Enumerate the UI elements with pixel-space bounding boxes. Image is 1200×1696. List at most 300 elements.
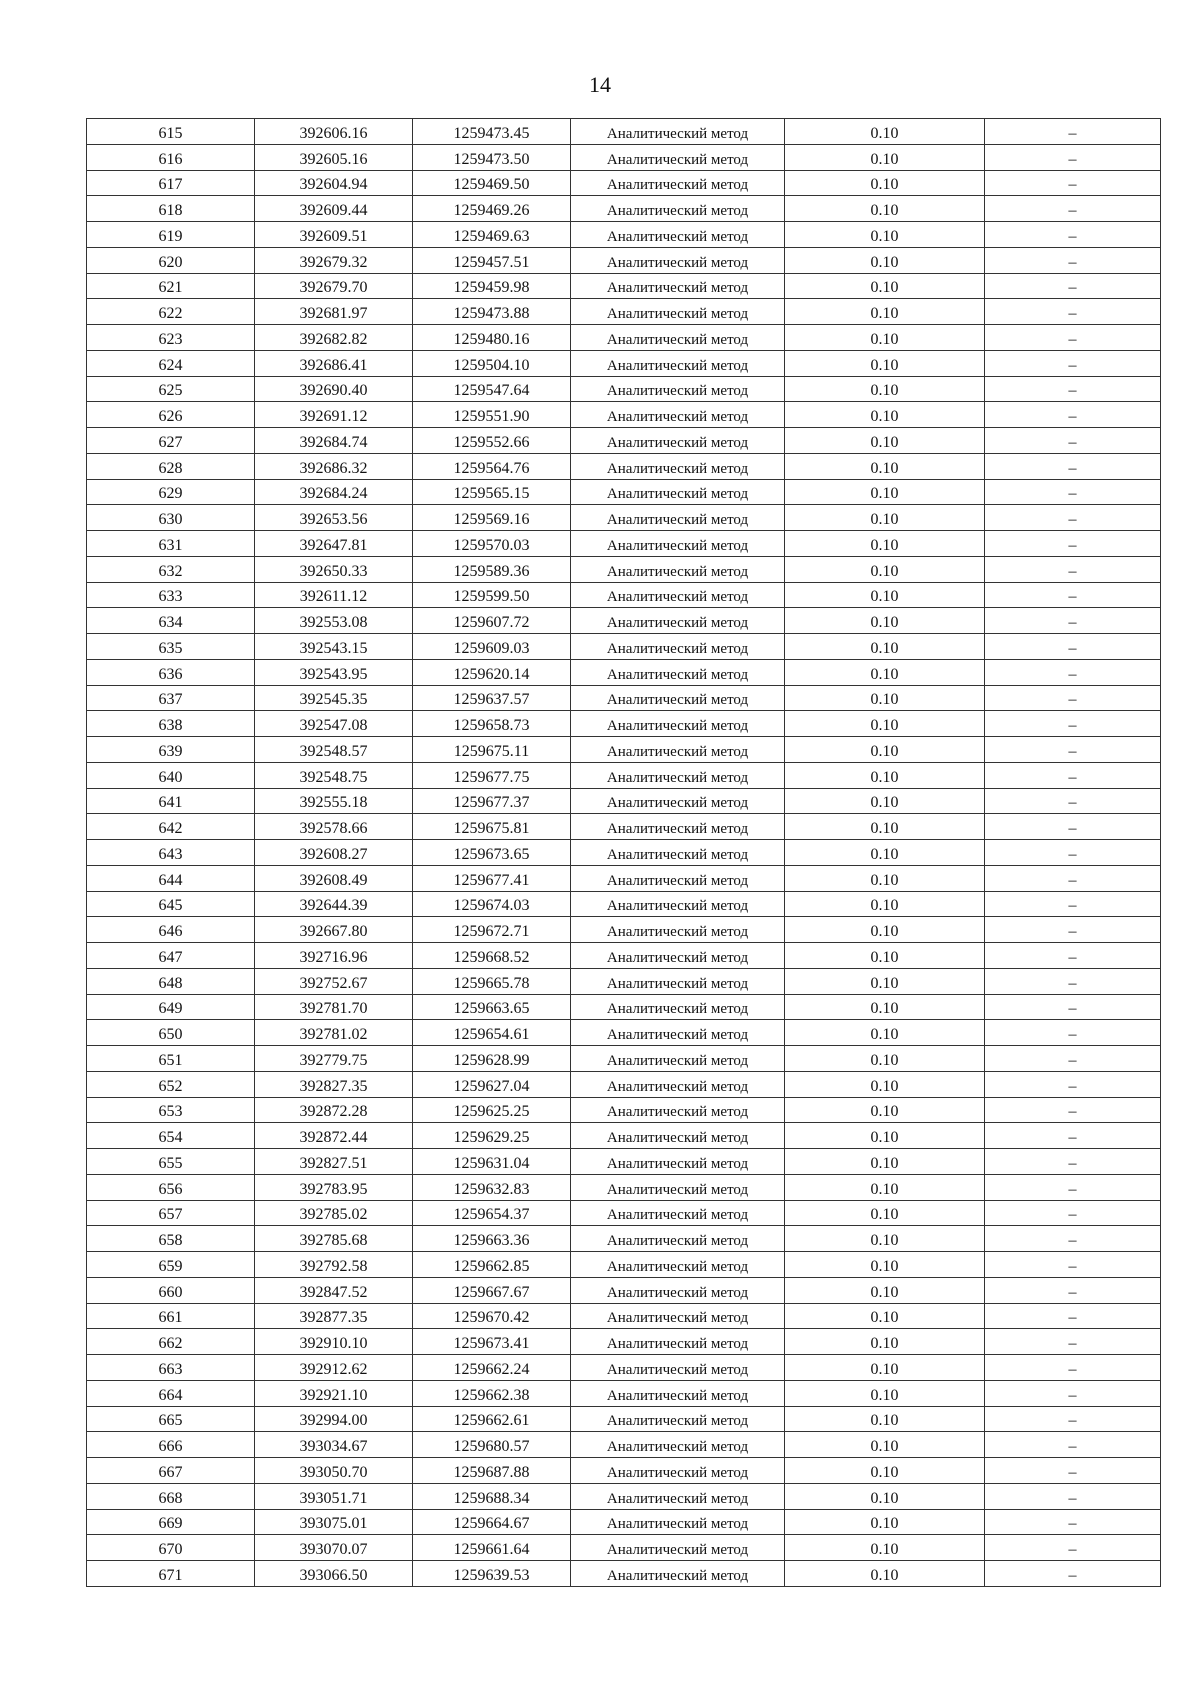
x-coordinate-cell: 392781.70 — [255, 994, 413, 1020]
table-row — [87, 119, 1161, 145]
method-cell: Аналитический метод — [571, 1432, 785, 1458]
x-coordinate-cell: 392543.15 — [255, 634, 413, 660]
table-row — [87, 453, 1161, 479]
accuracy-cell: 0.10 — [785, 247, 985, 273]
x-coordinate-cell: 392608.49 — [255, 865, 413, 891]
method-cell: Аналитический метод — [571, 1458, 785, 1484]
point-number-cell: 628 — [87, 453, 255, 479]
accuracy-cell: 0.10 — [785, 1174, 985, 1200]
method-cell: Аналитический метод — [571, 1329, 785, 1355]
method-cell: Аналитический метод — [571, 1483, 785, 1509]
note-cell: – — [985, 350, 1161, 376]
table-row — [87, 1071, 1161, 1097]
y-coordinate-cell: 1259639.53 — [413, 1561, 571, 1587]
method-cell: Аналитический метод — [571, 222, 785, 248]
point-number-cell: 658 — [87, 1226, 255, 1252]
x-coordinate-cell: 393066.50 — [255, 1561, 413, 1587]
note-cell: – — [985, 1406, 1161, 1432]
table-row — [87, 1149, 1161, 1175]
table-row — [87, 1303, 1161, 1329]
point-number-cell: 625 — [87, 376, 255, 402]
x-coordinate-cell: 392994.00 — [255, 1406, 413, 1432]
note-cell: – — [985, 1458, 1161, 1484]
x-coordinate-cell: 392644.39 — [255, 891, 413, 917]
note-cell: – — [985, 531, 1161, 557]
note-cell: – — [985, 865, 1161, 891]
accuracy-cell: 0.10 — [785, 1303, 985, 1329]
x-coordinate-cell: 392606.16 — [255, 119, 413, 145]
point-number-cell: 630 — [87, 505, 255, 531]
table-row — [87, 1226, 1161, 1252]
method-cell: Аналитический метод — [571, 196, 785, 222]
y-coordinate-cell: 1259629.25 — [413, 1123, 571, 1149]
method-cell: Аналитический метод — [571, 1046, 785, 1072]
point-number-cell: 643 — [87, 840, 255, 866]
table-row — [87, 814, 1161, 840]
point-number-cell: 664 — [87, 1380, 255, 1406]
table-row — [87, 994, 1161, 1020]
point-number-cell: 621 — [87, 273, 255, 299]
x-coordinate-cell: 392679.70 — [255, 273, 413, 299]
accuracy-cell: 0.10 — [785, 428, 985, 454]
x-coordinate-cell: 392547.08 — [255, 711, 413, 737]
y-coordinate-cell: 1259668.52 — [413, 943, 571, 969]
table-row — [87, 968, 1161, 994]
y-coordinate-cell: 1259620.14 — [413, 659, 571, 685]
point-number-cell: 620 — [87, 247, 255, 273]
x-coordinate-cell: 392783.95 — [255, 1174, 413, 1200]
table-row — [87, 762, 1161, 788]
method-cell: Аналитический метод — [571, 1561, 785, 1587]
note-cell: – — [985, 1097, 1161, 1123]
note-cell: – — [985, 556, 1161, 582]
point-number-cell: 647 — [87, 943, 255, 969]
y-coordinate-cell: 1259677.75 — [413, 762, 571, 788]
x-coordinate-cell: 392785.68 — [255, 1226, 413, 1252]
accuracy-cell: 0.10 — [785, 737, 985, 763]
y-coordinate-cell: 1259687.88 — [413, 1458, 571, 1484]
point-number-cell: 639 — [87, 737, 255, 763]
note-cell: – — [985, 711, 1161, 737]
x-coordinate-cell: 392609.51 — [255, 222, 413, 248]
method-cell: Аналитический метод — [571, 1200, 785, 1226]
y-coordinate-cell: 1259473.50 — [413, 144, 571, 170]
accuracy-cell: 0.10 — [785, 1226, 985, 1252]
y-coordinate-cell: 1259663.36 — [413, 1226, 571, 1252]
note-cell: – — [985, 1432, 1161, 1458]
x-coordinate-cell: 392647.81 — [255, 531, 413, 557]
accuracy-cell: 0.10 — [785, 376, 985, 402]
y-coordinate-cell: 1259469.26 — [413, 196, 571, 222]
table-row — [87, 505, 1161, 531]
y-coordinate-cell: 1259677.41 — [413, 865, 571, 891]
point-number-cell: 660 — [87, 1277, 255, 1303]
y-coordinate-cell: 1259480.16 — [413, 325, 571, 351]
x-coordinate-cell: 392608.27 — [255, 840, 413, 866]
y-coordinate-cell: 1259665.78 — [413, 968, 571, 994]
y-coordinate-cell: 1259627.04 — [413, 1071, 571, 1097]
table-row — [87, 1277, 1161, 1303]
y-coordinate-cell: 1259675.11 — [413, 737, 571, 763]
method-cell: Аналитический метод — [571, 865, 785, 891]
y-coordinate-cell: 1259457.51 — [413, 247, 571, 273]
method-cell: Аналитический метод — [571, 1149, 785, 1175]
note-cell: – — [985, 840, 1161, 866]
y-coordinate-cell: 1259667.67 — [413, 1277, 571, 1303]
y-coordinate-cell: 1259654.37 — [413, 1200, 571, 1226]
point-number-cell: 634 — [87, 608, 255, 634]
table-row — [87, 1020, 1161, 1046]
table-row — [87, 1535, 1161, 1561]
method-cell: Аналитический метод — [571, 659, 785, 685]
y-coordinate-cell: 1259599.50 — [413, 582, 571, 608]
accuracy-cell: 0.10 — [785, 1458, 985, 1484]
x-coordinate-cell: 392716.96 — [255, 943, 413, 969]
note-cell: – — [985, 634, 1161, 660]
table-row — [87, 144, 1161, 170]
table-row — [87, 325, 1161, 351]
note-cell: – — [985, 1174, 1161, 1200]
point-number-cell: 627 — [87, 428, 255, 454]
note-cell: – — [985, 1509, 1161, 1535]
accuracy-cell: 0.10 — [785, 608, 985, 634]
y-coordinate-cell: 1259469.50 — [413, 170, 571, 196]
note-cell: – — [985, 788, 1161, 814]
table-row — [87, 788, 1161, 814]
point-number-cell: 619 — [87, 222, 255, 248]
method-cell: Аналитический метод — [571, 840, 785, 866]
point-number-cell: 623 — [87, 325, 255, 351]
accuracy-cell: 0.10 — [785, 1509, 985, 1535]
method-cell: Аналитический метод — [571, 917, 785, 943]
method-cell: Аналитический метод — [571, 762, 785, 788]
table-row — [87, 350, 1161, 376]
point-number-cell: 666 — [87, 1432, 255, 1458]
x-coordinate-cell: 392686.41 — [255, 350, 413, 376]
y-coordinate-cell: 1259662.61 — [413, 1406, 571, 1432]
coordinates-table-body — [87, 119, 1161, 1587]
x-coordinate-cell: 392548.75 — [255, 762, 413, 788]
point-number-cell: 651 — [87, 1046, 255, 1072]
point-number-cell: 665 — [87, 1406, 255, 1432]
method-cell: Аналитический метод — [571, 428, 785, 454]
note-cell: – — [985, 891, 1161, 917]
x-coordinate-cell: 392553.08 — [255, 608, 413, 634]
note-cell: – — [985, 325, 1161, 351]
method-cell: Аналитический метод — [571, 556, 785, 582]
method-cell: Аналитический метод — [571, 1509, 785, 1535]
x-coordinate-cell: 392679.32 — [255, 247, 413, 273]
x-coordinate-cell: 392605.16 — [255, 144, 413, 170]
point-number-cell: 670 — [87, 1535, 255, 1561]
note-cell: – — [985, 1149, 1161, 1175]
x-coordinate-cell: 392681.97 — [255, 299, 413, 325]
x-coordinate-cell: 392690.40 — [255, 376, 413, 402]
note-cell: – — [985, 428, 1161, 454]
y-coordinate-cell: 1259672.71 — [413, 917, 571, 943]
y-coordinate-cell: 1259680.57 — [413, 1432, 571, 1458]
accuracy-cell: 0.10 — [785, 196, 985, 222]
point-number-cell: 629 — [87, 479, 255, 505]
point-number-cell: 653 — [87, 1097, 255, 1123]
note-cell: – — [985, 1303, 1161, 1329]
y-coordinate-cell: 1259658.73 — [413, 711, 571, 737]
accuracy-cell: 0.10 — [785, 144, 985, 170]
x-coordinate-cell: 392781.02 — [255, 1020, 413, 1046]
y-coordinate-cell: 1259673.65 — [413, 840, 571, 866]
point-number-cell: 616 — [87, 144, 255, 170]
y-coordinate-cell: 1259547.64 — [413, 376, 571, 402]
table-row — [87, 1509, 1161, 1535]
point-number-cell: 648 — [87, 968, 255, 994]
accuracy-cell: 0.10 — [785, 350, 985, 376]
y-coordinate-cell: 1259662.38 — [413, 1380, 571, 1406]
method-cell: Аналитический метод — [571, 737, 785, 763]
y-coordinate-cell: 1259688.34 — [413, 1483, 571, 1509]
y-coordinate-cell: 1259628.99 — [413, 1046, 571, 1072]
accuracy-cell: 0.10 — [785, 1123, 985, 1149]
accuracy-cell: 0.10 — [785, 222, 985, 248]
accuracy-cell: 0.10 — [785, 556, 985, 582]
note-cell: – — [985, 222, 1161, 248]
point-number-cell: 657 — [87, 1200, 255, 1226]
x-coordinate-cell: 392548.57 — [255, 737, 413, 763]
method-cell: Аналитический метод — [571, 1252, 785, 1278]
note-cell: – — [985, 1535, 1161, 1561]
point-number-cell: 649 — [87, 994, 255, 1020]
x-coordinate-cell: 392682.82 — [255, 325, 413, 351]
note-cell: – — [985, 1071, 1161, 1097]
note-cell: – — [985, 1252, 1161, 1278]
table-row — [87, 608, 1161, 634]
x-coordinate-cell: 392555.18 — [255, 788, 413, 814]
table-row — [87, 685, 1161, 711]
x-coordinate-cell: 393070.07 — [255, 1535, 413, 1561]
table-row — [87, 1200, 1161, 1226]
note-cell: – — [985, 762, 1161, 788]
note-cell: – — [985, 273, 1161, 299]
note-cell: – — [985, 170, 1161, 196]
table-row — [87, 1458, 1161, 1484]
y-coordinate-cell: 1259564.76 — [413, 453, 571, 479]
y-coordinate-cell: 1259569.16 — [413, 505, 571, 531]
method-cell: Аналитический метод — [571, 685, 785, 711]
table-row — [87, 299, 1161, 325]
accuracy-cell: 0.10 — [785, 943, 985, 969]
accuracy-cell: 0.10 — [785, 1535, 985, 1561]
point-number-cell: 624 — [87, 350, 255, 376]
note-cell: – — [985, 994, 1161, 1020]
table-row — [87, 376, 1161, 402]
x-coordinate-cell: 393075.01 — [255, 1509, 413, 1535]
accuracy-cell: 0.10 — [785, 1406, 985, 1432]
method-cell: Аналитический метод — [571, 1020, 785, 1046]
y-coordinate-cell: 1259607.72 — [413, 608, 571, 634]
note-cell: – — [985, 376, 1161, 402]
accuracy-cell: 0.10 — [785, 1200, 985, 1226]
accuracy-cell: 0.10 — [785, 788, 985, 814]
note-cell: – — [985, 685, 1161, 711]
point-number-cell: 656 — [87, 1174, 255, 1200]
y-coordinate-cell: 1259677.37 — [413, 788, 571, 814]
method-cell: Аналитический метод — [571, 943, 785, 969]
note-cell: – — [985, 943, 1161, 969]
y-coordinate-cell: 1259552.66 — [413, 428, 571, 454]
method-cell: Аналитический метод — [571, 582, 785, 608]
x-coordinate-cell: 392684.24 — [255, 479, 413, 505]
table-row — [87, 943, 1161, 969]
accuracy-cell: 0.10 — [785, 1329, 985, 1355]
page-number: 14 — [589, 72, 611, 97]
table-row — [87, 428, 1161, 454]
table-row — [87, 1252, 1161, 1278]
point-number-cell: 650 — [87, 1020, 255, 1046]
table-row — [87, 196, 1161, 222]
point-number-cell: 635 — [87, 634, 255, 660]
x-coordinate-cell: 392827.35 — [255, 1071, 413, 1097]
accuracy-cell: 0.10 — [785, 917, 985, 943]
point-number-cell: 615 — [87, 119, 255, 145]
accuracy-cell: 0.10 — [785, 994, 985, 1020]
accuracy-cell: 0.10 — [785, 1252, 985, 1278]
method-cell: Аналитический метод — [571, 1406, 785, 1432]
y-coordinate-cell: 1259570.03 — [413, 531, 571, 557]
y-coordinate-cell: 1259664.67 — [413, 1509, 571, 1535]
accuracy-cell: 0.10 — [785, 1561, 985, 1587]
accuracy-cell: 0.10 — [785, 505, 985, 531]
accuracy-cell: 0.10 — [785, 1355, 985, 1381]
table-row — [87, 402, 1161, 428]
x-coordinate-cell: 393050.70 — [255, 1458, 413, 1484]
accuracy-cell: 0.10 — [785, 531, 985, 557]
method-cell: Аналитический метод — [571, 247, 785, 273]
table-row — [87, 582, 1161, 608]
point-number-cell: 652 — [87, 1071, 255, 1097]
point-number-cell: 663 — [87, 1355, 255, 1381]
table-row — [87, 222, 1161, 248]
method-cell: Аналитический метод — [571, 711, 785, 737]
point-number-cell: 644 — [87, 865, 255, 891]
y-coordinate-cell: 1259609.03 — [413, 634, 571, 660]
y-coordinate-cell: 1259632.83 — [413, 1174, 571, 1200]
point-number-cell: 618 — [87, 196, 255, 222]
method-cell: Аналитический метод — [571, 1226, 785, 1252]
method-cell: Аналитический метод — [571, 1123, 785, 1149]
method-cell: Аналитический метод — [571, 402, 785, 428]
x-coordinate-cell: 392792.58 — [255, 1252, 413, 1278]
table-row — [87, 891, 1161, 917]
x-coordinate-cell: 392684.74 — [255, 428, 413, 454]
method-cell: Аналитический метод — [571, 299, 785, 325]
point-number-cell: 640 — [87, 762, 255, 788]
x-coordinate-cell: 392545.35 — [255, 685, 413, 711]
y-coordinate-cell: 1259675.81 — [413, 814, 571, 840]
y-coordinate-cell: 1259674.03 — [413, 891, 571, 917]
accuracy-cell: 0.10 — [785, 762, 985, 788]
table-row — [87, 634, 1161, 660]
x-coordinate-cell: 392611.12 — [255, 582, 413, 608]
method-cell: Аналитический метод — [571, 144, 785, 170]
accuracy-cell: 0.10 — [785, 685, 985, 711]
x-coordinate-cell: 393051.71 — [255, 1483, 413, 1509]
x-coordinate-cell: 392779.75 — [255, 1046, 413, 1072]
point-number-cell: 633 — [87, 582, 255, 608]
table-row — [87, 1380, 1161, 1406]
note-cell: – — [985, 402, 1161, 428]
accuracy-cell: 0.10 — [785, 634, 985, 660]
table-row — [87, 479, 1161, 505]
x-coordinate-cell: 393034.67 — [255, 1432, 413, 1458]
y-coordinate-cell: 1259662.85 — [413, 1252, 571, 1278]
y-coordinate-cell: 1259654.61 — [413, 1020, 571, 1046]
y-coordinate-cell: 1259673.41 — [413, 1329, 571, 1355]
table-row — [87, 1123, 1161, 1149]
point-number-cell: 637 — [87, 685, 255, 711]
note-cell: – — [985, 1561, 1161, 1587]
table-row — [87, 1561, 1161, 1587]
accuracy-cell: 0.10 — [785, 1483, 985, 1509]
y-coordinate-cell: 1259504.10 — [413, 350, 571, 376]
y-coordinate-cell: 1259469.63 — [413, 222, 571, 248]
accuracy-cell: 0.10 — [785, 1020, 985, 1046]
method-cell: Аналитический метод — [571, 273, 785, 299]
method-cell: Аналитический метод — [571, 350, 785, 376]
x-coordinate-cell: 392912.62 — [255, 1355, 413, 1381]
method-cell: Аналитический метод — [571, 1355, 785, 1381]
y-coordinate-cell: 1259565.15 — [413, 479, 571, 505]
note-cell: – — [985, 119, 1161, 145]
x-coordinate-cell: 392752.67 — [255, 968, 413, 994]
accuracy-cell: 0.10 — [785, 479, 985, 505]
x-coordinate-cell: 392921.10 — [255, 1380, 413, 1406]
point-number-cell: 659 — [87, 1252, 255, 1278]
note-cell: – — [985, 1020, 1161, 1046]
note-cell: – — [985, 144, 1161, 170]
x-coordinate-cell: 392653.56 — [255, 505, 413, 531]
note-cell: – — [985, 659, 1161, 685]
y-coordinate-cell: 1259637.57 — [413, 685, 571, 711]
table-row — [87, 1329, 1161, 1355]
method-cell: Аналитический метод — [571, 788, 785, 814]
table-row — [87, 1355, 1161, 1381]
table-row — [87, 273, 1161, 299]
table-row — [87, 1483, 1161, 1509]
accuracy-cell: 0.10 — [785, 814, 985, 840]
table-row — [87, 1432, 1161, 1458]
note-cell: – — [985, 968, 1161, 994]
method-cell: Аналитический метод — [571, 170, 785, 196]
accuracy-cell: 0.10 — [785, 711, 985, 737]
method-cell: Аналитический метод — [571, 376, 785, 402]
accuracy-cell: 0.10 — [785, 1097, 985, 1123]
note-cell: – — [985, 505, 1161, 531]
accuracy-cell: 0.10 — [785, 1046, 985, 1072]
method-cell: Аналитический метод — [571, 453, 785, 479]
accuracy-cell: 0.10 — [785, 170, 985, 196]
coordinates-table — [86, 118, 1161, 1587]
method-cell: Аналитический метод — [571, 634, 785, 660]
table-row — [87, 737, 1161, 763]
x-coordinate-cell: 392543.95 — [255, 659, 413, 685]
x-coordinate-cell: 392650.33 — [255, 556, 413, 582]
accuracy-cell: 0.10 — [785, 1277, 985, 1303]
note-cell: – — [985, 247, 1161, 273]
table-row — [87, 840, 1161, 866]
x-coordinate-cell: 392847.52 — [255, 1277, 413, 1303]
y-coordinate-cell: 1259670.42 — [413, 1303, 571, 1329]
accuracy-cell: 0.10 — [785, 968, 985, 994]
point-number-cell: 662 — [87, 1329, 255, 1355]
